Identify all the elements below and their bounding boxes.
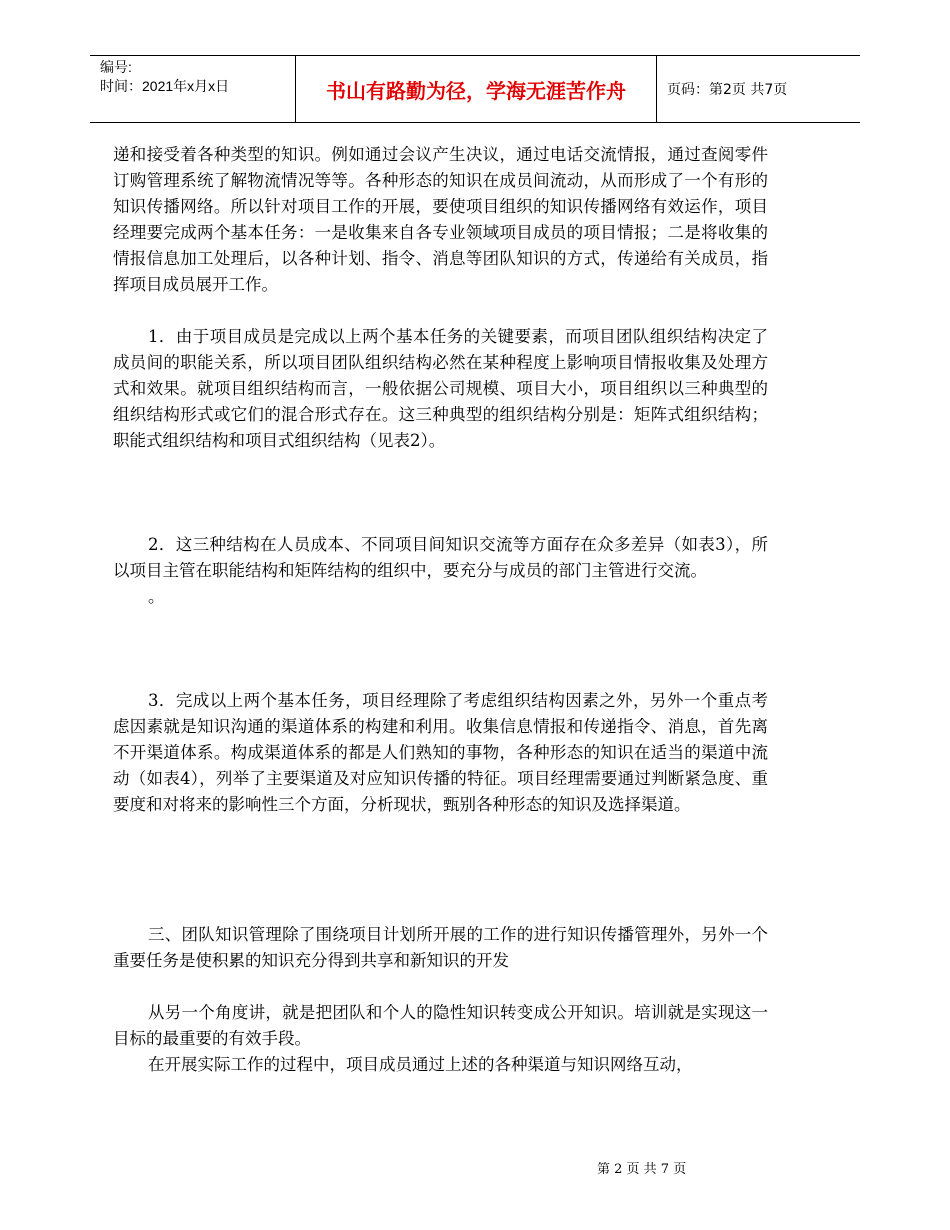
page-header — [90, 55, 860, 123]
paragraph-section-3: 三、团队知识管理除了围绕项目计划所开展的工作的进行知识传播管理外，另外一个重要任务是使积累的知识充分得到共享和新知识的开发 — [113, 925, 768, 970]
paragraph-point-3: 3．完成以上两个基本任务，项目经理除了考虑组织结构因素之外，另外一个重点考虑因素就是知识沟通的渠道体系的构建和利用。收集信息情报和传递指令、消息，首先离不开渠道体系。构成渠道体系的都是人们熟知的事物，各种形态的知识在适当的渠道中流动（如表4），列举了主要渠道及对应知识传播的特征。项目经理需要通过判断紧急度、重要度和对将来的影响性三个方面，分析现状，甄别各种形态的知识及选择渠道。 — [113, 691, 768, 814]
paragraph-point-2: 2．这三种结构在人员成本、不同项目间知识交流等方面存在众多差异（如表3），所以项目主管在职能结构和矩阵结构的组织中，要充分与成员的部门主管进行交流。 — [113, 535, 768, 580]
paragraph-training: 从另一个角度讲，就是把团队和个人的隐性知识转变成公开知识。培训就是实现这一目标的最重要的有效手段。 — [113, 1003, 768, 1048]
header-meta — [90, 56, 296, 122]
number-label: 编号: — [100, 59, 132, 75]
paragraph-period: 。 — [148, 587, 165, 606]
time-label: 时间：2021年x月x日 — [100, 78, 230, 94]
paragraph-point-1: 1．由于项目成员是完成以上两个基本任务的关键要素，而项目团队组织结构决定了成员间的职能关系，所以项目团队组织结构必然在某种程度上影响项目情报收集及处理方式和效果。就项目组织结构而言，一般依据公司规模、项目大小，项目组织以三种典型的组织结构形式或它们的混合形式存在。这三种典型的组织结构分别是：矩阵式组织结构；职能式组织结构和项目式组织结构（见表2）。 — [113, 327, 768, 450]
header-page-info: 页码：第2页 共7页 — [667, 82, 788, 98]
page-footer: 第 2 页 共 7 页 — [597, 1162, 687, 1177]
document-body — [113, 142, 768, 1078]
paragraph-continuation: 递和接受着各种类型的知识。例如通过会议产生决议，通过电话交流情报，通过查阅零件订购管理系统了解物流情况等等。各种形态的知识在成员间流动，从而形成了一个有形的知识传播网络。所以针对项目工作的开展，要使项目组织的知识传播网络有效运作，项目经理要完成两个基本任务：一是收集来自各专业领域项目成员的项目情报；二是将收集的情报信息加工处理后，以各种计划、指令、消息等团队知识的方式，传递给有关成员，指挥项目成员展开工作。 — [113, 145, 768, 294]
header-motto: 书山有路勤为径，学海无涯苦作舟 — [296, 56, 657, 122]
paragraph-practice: 在开展实际工作的过程中，项目成员通过上述的各种渠道与知识网络互动， — [148, 1055, 693, 1074]
